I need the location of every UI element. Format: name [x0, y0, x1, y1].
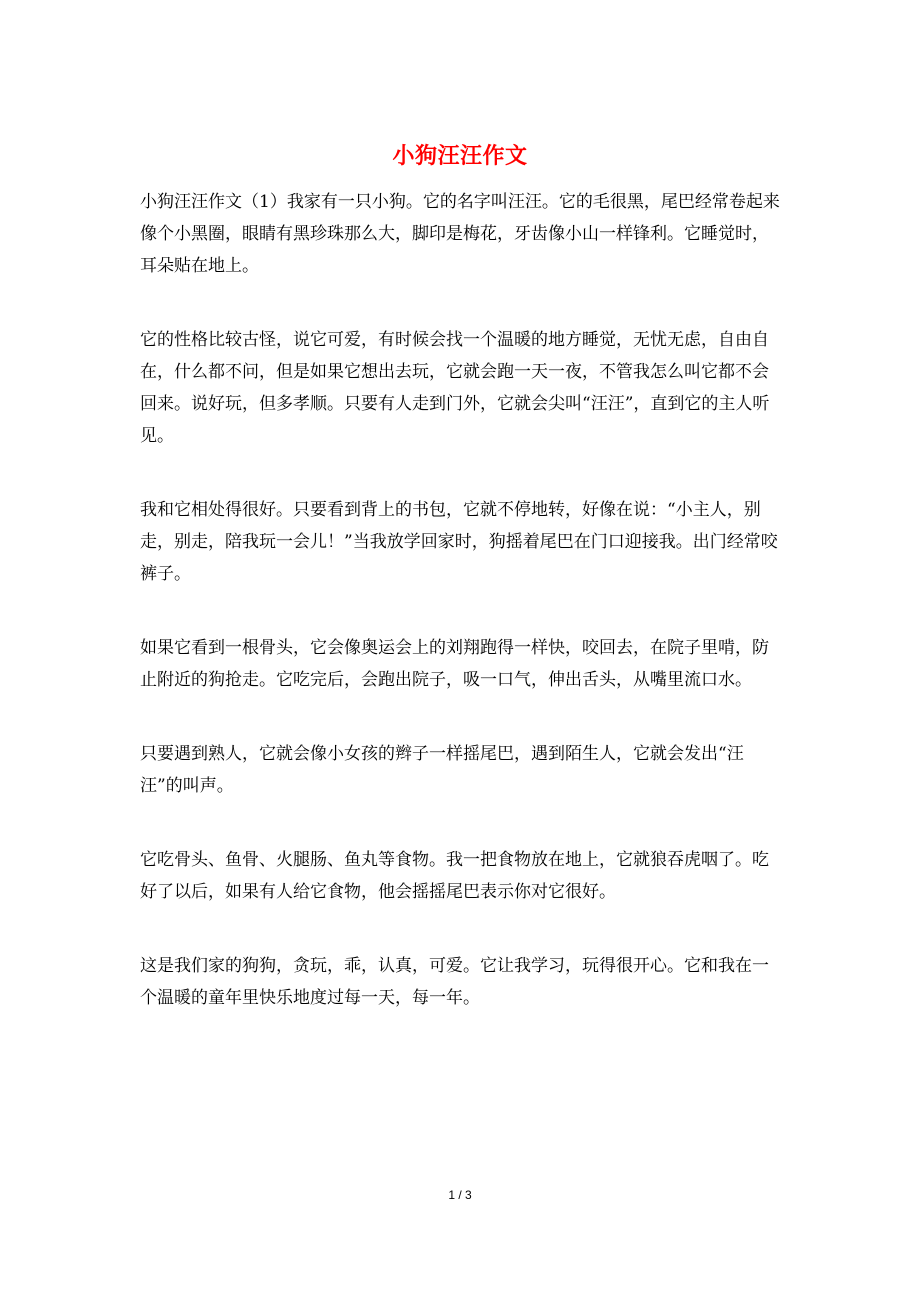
- paragraph-4: 如果它看到一根骨头，它会像奥运会上的刘翔跑得一样快，咬回去，在院子里啃，防止附近的狗抢走。它吃完后，会跑出院子，吸一口气，伸出舌头，从嘴里流口水。: [140, 638, 769, 690]
- paragraph-2: 它的性格比较古怪，说它可爱，有时候会找一个温暖的地方睡觉，无忧无虑，自由自在，什么都不问，但是如果它想出去玩，它就会跑一天一夜，不管我怎么叫它都不会回来。说好玩，但多孝顺。只要有人走到门外，它就会尖叫“汪汪”，直到它的主人听见。: [140, 330, 770, 446]
- document-title: 小狗汪汪作文: [392, 143, 528, 169]
- document-body: [140, 186, 780, 1056]
- paragraph-3: 我和它相处得很好。只要看到背上的书包，它就不停地转，好像在说：“小主人，别走，别走，陪我玩一会儿！”当我放学回家时，狗摇着尾巴在门口迎接我。出门经常咬裤子。: [140, 500, 778, 584]
- paragraph-5: 只要遇到熟人，它就会像小女孩的辫子一样摇尾巴，遇到陌生人，它就会发出“汪汪”的叫声。: [140, 744, 744, 796]
- page-number: 1 / 3: [448, 1188, 472, 1202]
- paragraph-7: 这是我们家的狗狗，贪玩，乖，认真，可爱。它让我学习，玩得很开心。它和我在一个温暖的童年里快乐地度过每一天，每一年。: [140, 956, 769, 1008]
- paragraph-1: 小狗汪汪作文（1）我家有一只小狗。它的名字叫汪汪。它的毛很黑，尾巴经常卷起来像个小黑圈，眼睛有黑珍珠那么大，脚印是梅花，牙齿像小山一样锋利。它睡觉时，耳朵贴在地上。: [140, 192, 780, 276]
- paragraph-6: 它吃骨头、鱼骨、火腿肠、鱼丸等食物。我一把食物放在地上，它就狼吞虎咽了。吃好了以后，如果有人给它食物，他会摇摇尾巴表示你对它很好。: [140, 850, 769, 902]
